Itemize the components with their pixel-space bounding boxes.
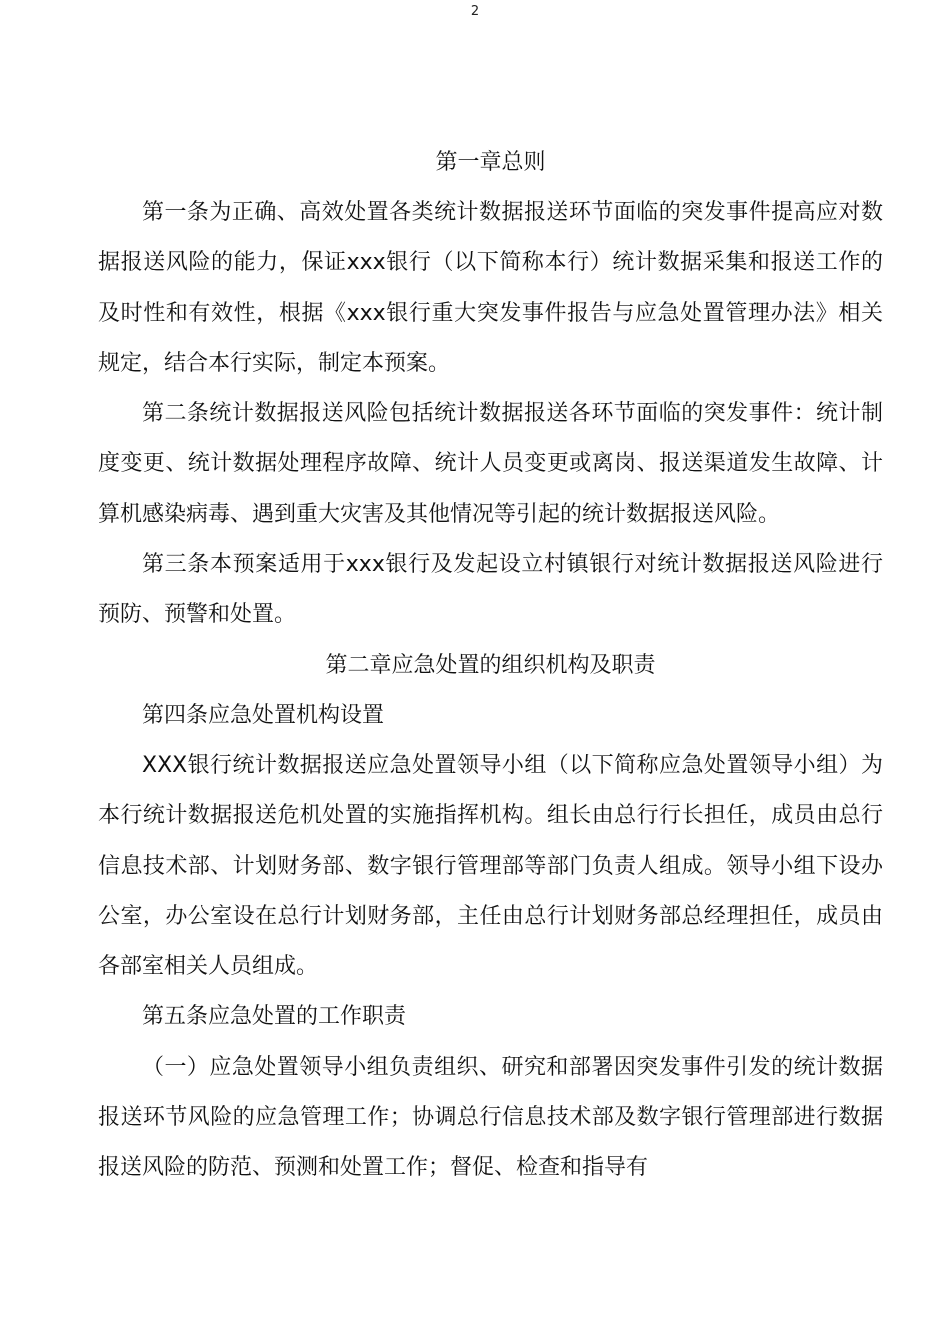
chapter-1-title: 第一章总则 bbox=[435, 150, 546, 175]
article-2: 第二条统计数据报送风险包括统计数据报送各环节面临的突发事件：统计制度变更、统计数据处理程序故障、统计人员变更或离岗、报送渠道发生故障、计算机感染病毒、遇到重大灾害及其他情况等引起的统计数据报送风险。 bbox=[98, 401, 883, 527]
article-4-title: 第四条应急处置机构设置 bbox=[142, 702, 385, 728]
article-3: 第三条本预案适用于xxx银行及发起设立村镇银行对统计数据报送风险进行预防、预警和处置。 bbox=[98, 552, 883, 628]
page-number: 2 bbox=[470, 4, 480, 19]
article-5-title: 第五条应急处置的工作职责 bbox=[142, 1004, 407, 1030]
article-1: 第一条为正确、高效处置各类统计数据报送环节面临的突发事件提高应对数据报送风险的能力，保证xxx银行（以下简称本行）统计数据采集和报送工作的及时性和有效性，根据《xxx银行重大突发事件报告与应急处置管理办法》相关规定，结合本行实际，制定本预案。 bbox=[98, 200, 883, 376]
document-body bbox=[98, 138, 883, 1194]
article-5-item-1: （一）应急处置领导小组负责组织、研究和部署因突发事件引发的统计数据报送环节风险的应急管理工作；协调总行信息技术部及数字银行管理部进行数据报送风险的防范、预测和处置工作；督促、检查和指导有 bbox=[98, 1054, 883, 1181]
chapter-2-title: 第二章应急处置的组织机构及职责 bbox=[325, 652, 656, 678]
article-4-body: XXX银行统计数据报送应急处置领导小组（以下简称应急处置领导小组）为本行统计数据报送危机处置的实施指挥机构。组长由总行行长担任，成员由总行信息技术部、计划财务部、数字银行管理部等部门负责人组成。领导小组下设办公室，办公室设在总行计划财务部，主任由总行计划财务部总经理担任，成员由各部室相关人员组成。 bbox=[98, 752, 883, 980]
